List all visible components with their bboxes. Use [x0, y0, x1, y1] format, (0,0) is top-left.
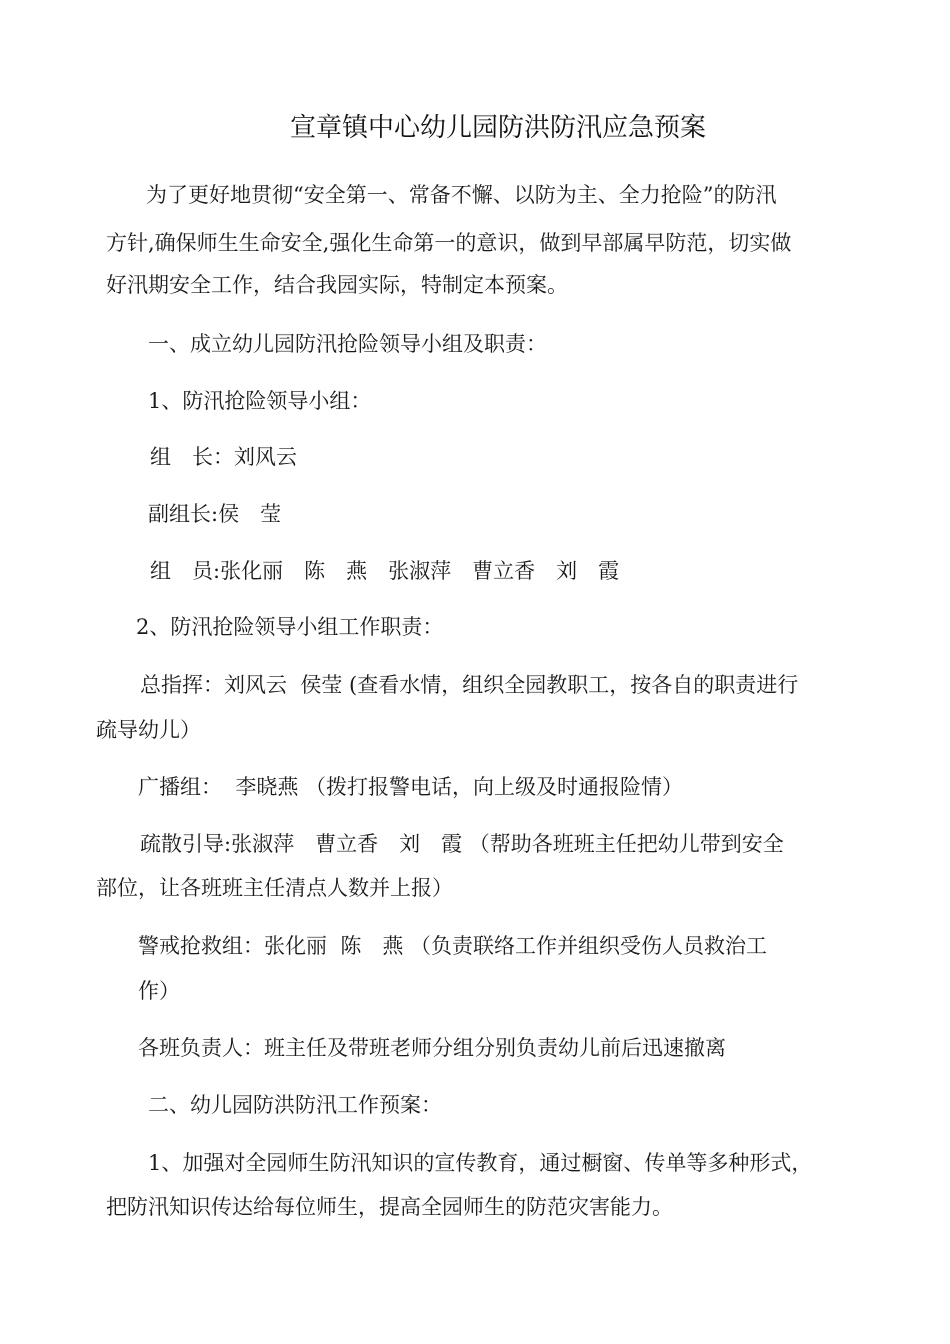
item-1-line-2: 把防汛知识传达给每位师生，提高全园师生的防范灾害能力。	[106, 1195, 673, 1219]
document-title: 宣章镇中心幼儿园防洪防汛应急预案	[290, 113, 707, 143]
class-leaders: 各班负责人：班主任及带班老师分组分别负责幼儿前后迅速撤离	[138, 1036, 726, 1060]
members: 组 员:张化丽 陈 燕 张淑萍 曹立香 刘 霞	[150, 559, 620, 583]
rescue-line-2: 作）	[138, 979, 180, 1003]
deputy-leader: 副组长:侯 莹	[148, 502, 282, 526]
commander-line-1: 总指挥：刘风云 侯莹 (查看水情，组织全园教职工，按各自的职责进行	[140, 673, 799, 697]
intro-line-2: 方针,确保师生生命安全,强化生命第一的意识，做到早部属早防范，切实做	[106, 231, 792, 255]
commander-line-2: 疏导幼儿）	[96, 718, 201, 742]
evacuation-line-2: 部位，让各班班主任清点人数并上报）	[96, 876, 453, 900]
section-2-heading: 二、幼儿园防洪防汛工作预案：	[148, 1093, 442, 1117]
intro-line-1: 为了更好地贯彻“安全第一、常备不懈、以防为主、全力抢险”的防汛	[146, 183, 777, 207]
evacuation-line-1: 疏散引导:张淑萍 曹立香 刘 霞 （帮助各班班主任把幼儿带到安全	[140, 832, 784, 856]
subsection-2-heading: 2、防汛抢险领导小组工作职责：	[136, 615, 444, 639]
broadcast-group: 广播组： 李晓燕 （拨打报警电话，向上级及时通报险情）	[138, 775, 684, 799]
subsection-1-heading: 1、防汛抢险领导小组：	[148, 389, 372, 413]
group-leader: 组 长：刘风云	[150, 445, 297, 469]
section-1-heading: 一、成立幼儿园防汛抢险领导小组及职责：	[148, 332, 547, 356]
item-1-line-1: 1、加强对全园师生防汛知识的宣传教育，通过橱窗、传单等多种形式，	[148, 1151, 813, 1175]
rescue-line-1: 警戒抢救组：张化丽 陈 燕 （负责联络工作并组织受伤人员救治工	[138, 934, 768, 958]
intro-line-3: 好汛期安全工作，结合我园实际，特制定本预案。	[106, 273, 568, 297]
